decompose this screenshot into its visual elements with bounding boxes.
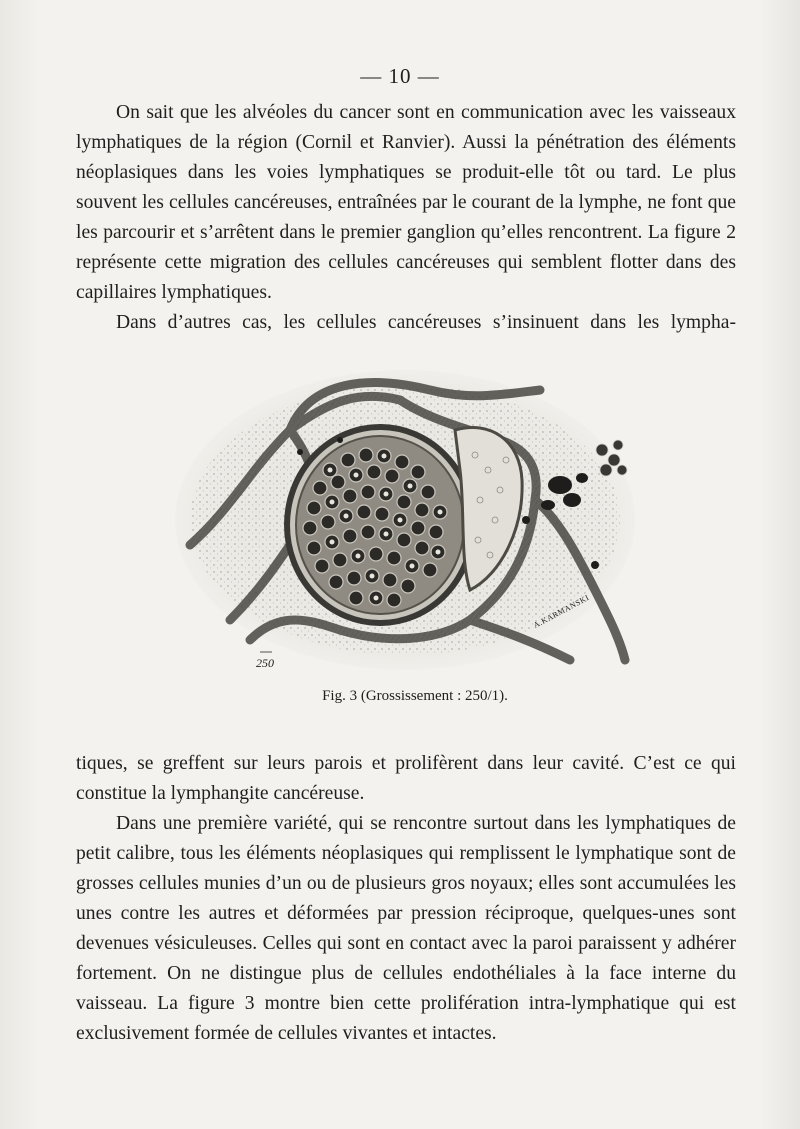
paragraph-3: tiques, se greffent sur leurs parois et prolifèrent dans leur cavité. C’est ce qui constitue la lymphangite cancéreuse. [76,753,736,804]
text-block-top [76,98,736,338]
scale-mark: 250 [256,656,274,670]
paragraph-1: On sait que les alvéoles du cancer sont en communication avec les vaisseaux lymphatiques de la région (Cornil et Ranvier). Aussi la pénétration des éléments néoplasiques dans les voies lymphatiques se produit-elle tôt ou tard. Le plus souvent les cellules cancéreuses, entraînées par le courant de la lymphe, ne font que les parcourir et s’arrêtent dans le premier ganglion qu’elles rencontrent. La figure 2 représente cette migration des cellules cancéreuses qui semblent flotter dans des capillaires lymphatiques. [76,102,736,303]
figure-caption: Fig. 3 (Grossissement : 250/1). [322,688,508,704]
paragraph-2: Dans d’autres cas, les cellules cancéreuses s’insinuent dans les lympha- [116,312,736,333]
histology-figure [170,360,640,672]
page-number: — 10 — [360,64,440,88]
histology-illustration [170,360,640,672]
artist-signature: A.KARMANSKI [532,593,591,630]
text-block-bottom [76,749,736,1049]
paragraph-4: Dans une première variété, qui se rencontre surtout dans les lymphatiques de petit calibre, tous les éléments néoplasiques qui remplissent le lymphatique sont de grosses cellules munies d’un ou de plusieurs gros noyaux; elles sont accumulées les unes contre les autres et déformées par pression réciproque, quelques-unes sont devenues vésiculeuses. Celles qui sont en contact avec la paroi paraissent y adhérer fortement. On ne distingue plus de cellules endothéliales à la face interne du vaisseau. La figure 3 montre bien cette prolifération intra-lymphatique qui est exclusivement formée de cellules vivantes et intactes. [76,813,736,1044]
